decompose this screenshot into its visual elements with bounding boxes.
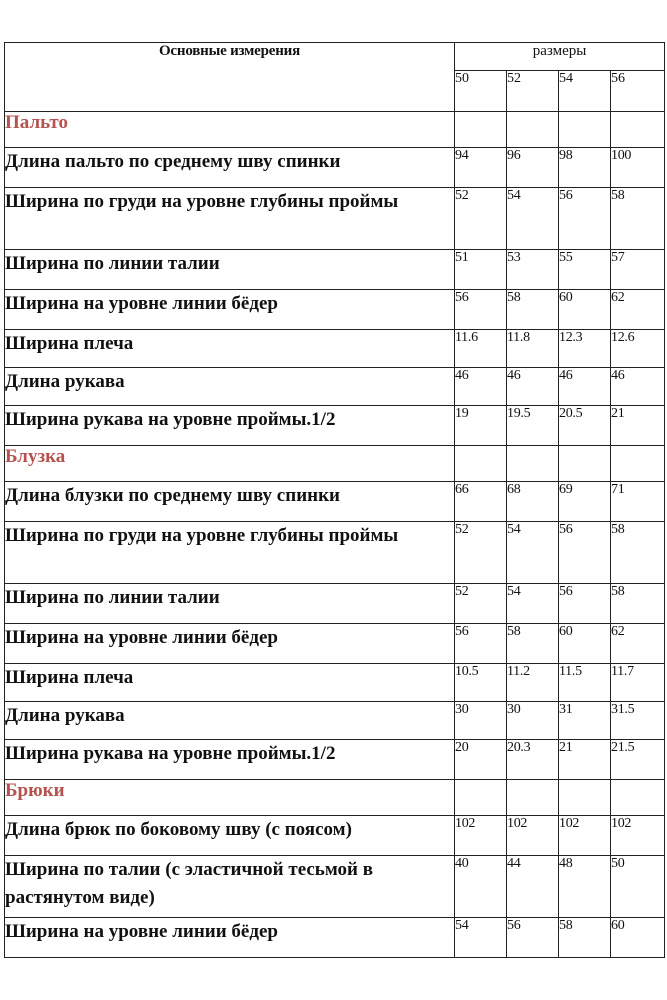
cell-value: 46 (455, 368, 507, 406)
cell-value: 11.7 (611, 664, 665, 702)
cell-value: 46 (611, 368, 665, 406)
cell-value: 48 (559, 856, 611, 918)
cell-value: 53 (507, 250, 559, 290)
cell-value: 102 (559, 816, 611, 856)
table-row (5, 250, 665, 290)
cell-value: 21.5 (611, 740, 665, 780)
cell-value: 68 (507, 482, 559, 522)
table-row (5, 522, 665, 584)
table-row (5, 702, 665, 740)
cell-value: 21 (559, 740, 611, 780)
row-label: Ширина рукава на уровне проймы.1/2 (5, 406, 455, 446)
cell-value: 19 (455, 406, 507, 446)
row-label: Ширина на уровне линии бёдер (5, 918, 455, 958)
cell-value: 52 (455, 584, 507, 624)
empty-cell (455, 780, 507, 816)
cell-value: 46 (559, 368, 611, 406)
cell-value: 52 (455, 188, 507, 250)
cell-value: 58 (507, 624, 559, 664)
cell-value: 102 (611, 816, 665, 856)
row-label: Ширина на уровне линии бёдер (5, 624, 455, 664)
cell-value: 58 (611, 188, 665, 250)
cell-value: 10.5 (455, 664, 507, 702)
cell-value: 96 (507, 148, 559, 188)
empty-cell (559, 112, 611, 148)
sizes-header: размеры (455, 43, 665, 71)
empty-cell (455, 112, 507, 148)
table-row (5, 856, 665, 918)
table-row (5, 482, 665, 522)
row-label: Ширина по линии талии (5, 250, 455, 290)
cell-value: 56 (455, 290, 507, 330)
row-label: Ширина по груди на уровне глубины проймы (5, 522, 455, 584)
section-row-coat (5, 112, 665, 148)
table-row (5, 188, 665, 250)
measurements-table (4, 42, 665, 958)
cell-value: 31 (559, 702, 611, 740)
cell-value: 69 (559, 482, 611, 522)
cell-value: 58 (611, 584, 665, 624)
cell-value: 20.5 (559, 406, 611, 446)
row-label: Длина блузки по среднему шву спинки (5, 482, 455, 522)
cell-value: 56 (559, 522, 611, 584)
size-52-header: 52 (507, 71, 559, 112)
size-56-header: 56 (611, 71, 665, 112)
row-label: Ширина по талии (с эластичной тесьмой в растянутом виде) (5, 856, 455, 918)
header-row (5, 43, 665, 71)
cell-value: 46 (507, 368, 559, 406)
table-row (5, 624, 665, 664)
row-label: Ширина по груди на уровне глубины проймы (5, 188, 455, 250)
cell-value: 60 (559, 290, 611, 330)
size-54-header: 54 (559, 71, 611, 112)
empty-cell (507, 112, 559, 148)
empty-cell (611, 112, 665, 148)
cell-value: 56 (455, 624, 507, 664)
cell-value: 54 (455, 918, 507, 958)
empty-cell (507, 780, 559, 816)
cell-value: 30 (455, 702, 507, 740)
cell-value: 58 (507, 290, 559, 330)
cell-value: 62 (611, 624, 665, 664)
row-label: Длина брюк по боковому шву (с поясом) (5, 816, 455, 856)
table-row (5, 816, 665, 856)
cell-value: 11.5 (559, 664, 611, 702)
cell-value: 94 (455, 148, 507, 188)
cell-value: 21 (611, 406, 665, 446)
cell-value: 20 (455, 740, 507, 780)
cell-value: 58 (559, 918, 611, 958)
empty-cell (559, 780, 611, 816)
cell-value: 31.5 (611, 702, 665, 740)
cell-value: 54 (507, 188, 559, 250)
table-row (5, 584, 665, 624)
row-label: Ширина рукава на уровне проймы.1/2 (5, 740, 455, 780)
cell-value: 60 (611, 918, 665, 958)
cell-value: 30 (507, 702, 559, 740)
row-label: Длина пальто по среднему шву спинки (5, 148, 455, 188)
empty-cell (455, 446, 507, 482)
empty-cell (611, 780, 665, 816)
table-row (5, 664, 665, 702)
section-title-trousers: Брюки (5, 780, 455, 816)
section-title-coat: Пальто (5, 112, 455, 148)
row-label: Длина рукава (5, 368, 455, 406)
cell-value: 51 (455, 250, 507, 290)
cell-value: 52 (455, 522, 507, 584)
empty-cell (611, 446, 665, 482)
table-row (5, 330, 665, 368)
table-row (5, 148, 665, 188)
row-label: Длина рукава (5, 702, 455, 740)
row-label: Ширина плеча (5, 330, 455, 368)
row-label: Ширина на уровне линии бёдер (5, 290, 455, 330)
empty-cell (559, 446, 611, 482)
table-row (5, 290, 665, 330)
cell-value: 102 (507, 816, 559, 856)
empty-cell (507, 446, 559, 482)
section-title-blouse: Блузка (5, 446, 455, 482)
cell-value: 11.2 (507, 664, 559, 702)
cell-value: 19.5 (507, 406, 559, 446)
cell-value: 56 (559, 188, 611, 250)
cell-value: 40 (455, 856, 507, 918)
cell-value: 54 (507, 522, 559, 584)
cell-value: 20.3 (507, 740, 559, 780)
main-measurements-header: Основные измерения (5, 43, 455, 112)
cell-value: 100 (611, 148, 665, 188)
section-row-trousers (5, 780, 665, 816)
cell-value: 102 (455, 816, 507, 856)
cell-value: 44 (507, 856, 559, 918)
table-row (5, 368, 665, 406)
cell-value: 11.6 (455, 330, 507, 368)
row-label: Ширина плеча (5, 664, 455, 702)
cell-value: 55 (559, 250, 611, 290)
size-50-header: 50 (455, 71, 507, 112)
section-row-blouse (5, 446, 665, 482)
table-row (5, 406, 665, 446)
cell-value: 60 (559, 624, 611, 664)
cell-value: 57 (611, 250, 665, 290)
cell-value: 50 (611, 856, 665, 918)
cell-value: 56 (507, 918, 559, 958)
cell-value: 66 (455, 482, 507, 522)
table-row (5, 740, 665, 780)
cell-value: 58 (611, 522, 665, 584)
cell-value: 62 (611, 290, 665, 330)
cell-value: 54 (507, 584, 559, 624)
row-label: Ширина по линии талии (5, 584, 455, 624)
cell-value: 11.8 (507, 330, 559, 368)
cell-value: 56 (559, 584, 611, 624)
cell-value: 12.3 (559, 330, 611, 368)
cell-value: 98 (559, 148, 611, 188)
cell-value: 12.6 (611, 330, 665, 368)
table-row (5, 918, 665, 958)
cell-value: 71 (611, 482, 665, 522)
